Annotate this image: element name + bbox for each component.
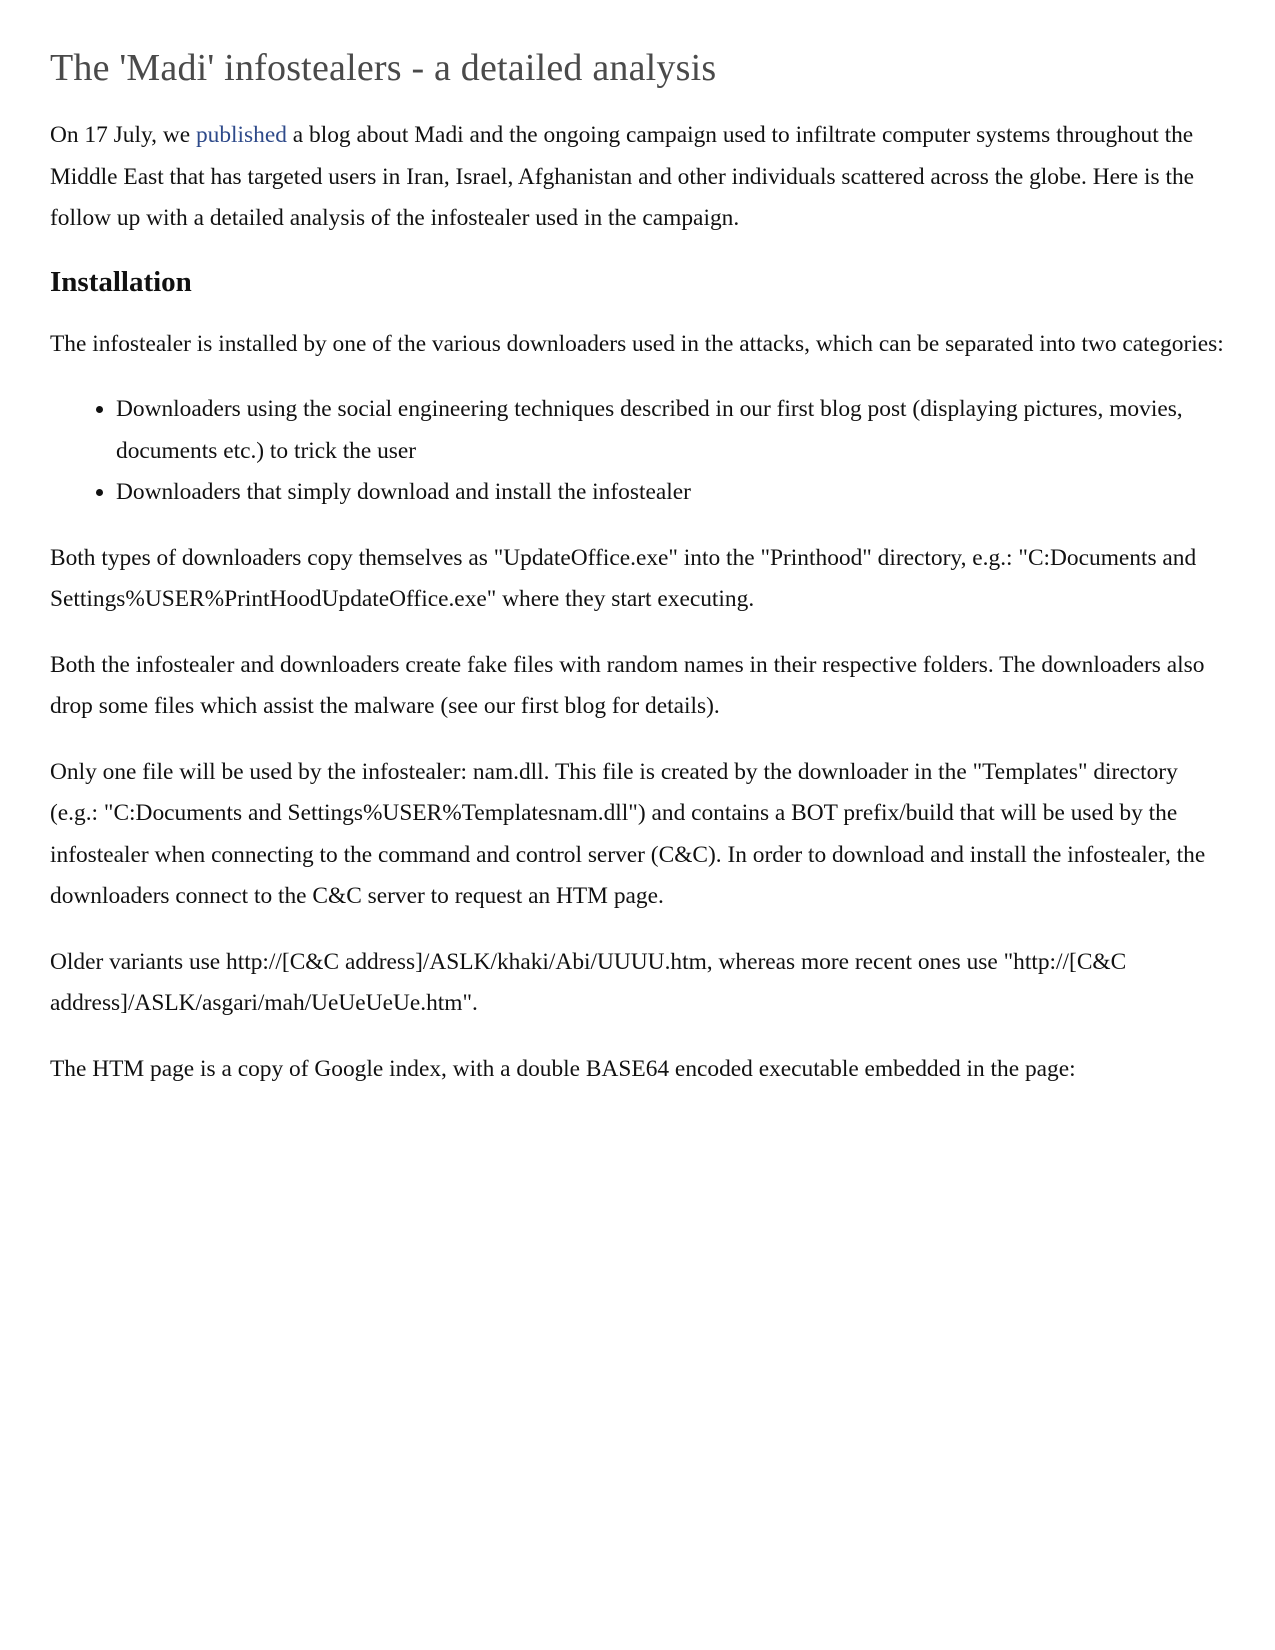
intro-paragraph (50, 115, 1230, 240)
page-title: The 'Madi' infostealers - a detailed analysis (50, 47, 717, 89)
intro-text-after-link: a blog about Madi and the ongoing campaign used to infiltrate computer systems throughout the Middle East that has targeted users in Iran, Israel, Afghanistan and other individuals scattered across the globe. Here is the follow up with a detailed analysis of the infostealer used in the campaign. (50, 122, 1195, 232)
list-item: • Downloaders using the social engineering techniques described in our first blog post (displaying pictures, movies, documents etc.) to trick the user (116, 389, 1230, 472)
nam-dll-paragraph: Only one file will be used by the infostealer: nam.dll. This file is created by the downloader in the "Templates" directory (e.g.: "C:Documents and Settings%USER%Templatesnam.dll") and contains a BOT prefix/build that will be used by the infostealer when connecting to the command and control server (C&C). In order to download and install the infostealer, the downloaders connect to the C&C server to request an HTM page. (50, 758, 1206, 910)
fake-files-paragraph: Both the infostealer and downloaders create fake files with random names in their respective folders. The downloaders also drop some files which assist the malware (see our first blog for details). (50, 651, 1205, 720)
install-paragraph: The infostealer is installed by one of the various downloaders used in the attacks, which can be separated into two categories: (50, 330, 1224, 357)
article (50, 44, 1230, 1114)
intro-text-before-link: On 17 July, we (50, 122, 196, 149)
htm-page-paragraph: The HTM page is a copy of Google index, with a double BASE64 encoded executable embedded in the page: (50, 1055, 1076, 1082)
variants-paragraph: Older variants use http://[C&C address]/ASLK/khaki/Abi/UUUU.htm, whereas more recent ones use "http://[C&C address]/ASLK/asgari/mah/UeUeUeUe.htm". (50, 948, 1127, 1017)
list-item: • Downloaders that simply download and install the infostealer (116, 472, 1230, 514)
downloader-categories-list (50, 389, 1230, 514)
published-link[interactable]: published (195, 122, 287, 149)
section-heading-installation: Installation (50, 265, 192, 298)
copy-paragraph: Both types of downloaders copy themselves as "UpdateOffice.exe" into the "Printhood" directory, e.g.: "C:Documents and Settings%USER%PrintHoodUpdateOffice.exe" where they start executing. (50, 544, 1197, 613)
